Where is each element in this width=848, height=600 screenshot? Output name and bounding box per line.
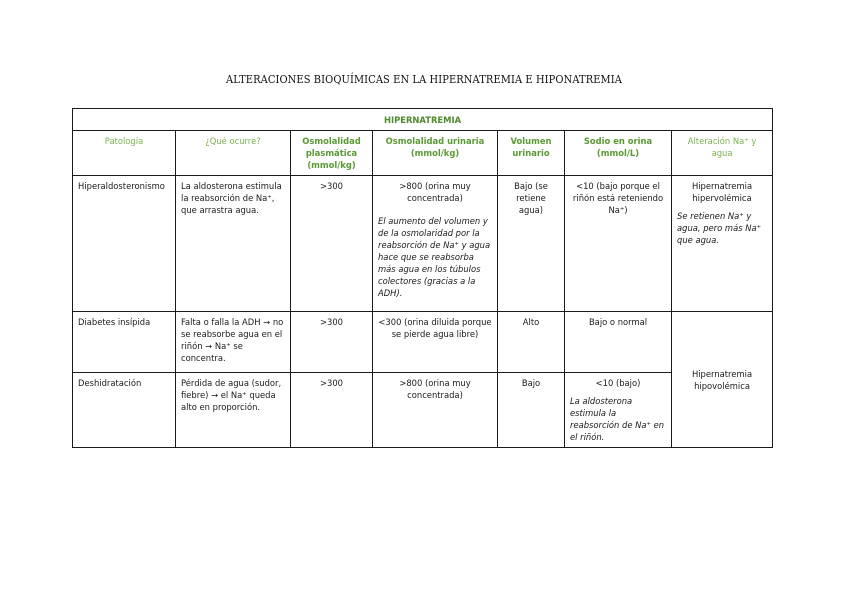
header-volumen-urinario: Volumen urinario — [498, 131, 565, 176]
document-title: ALTERACIONES BIOQUÍMICAS EN LA HIPERNATREMIA E HIPONATREMIA — [226, 72, 622, 86]
cell-osmolalidad-urinaria-note: El aumento del volumen y de la osmolaridad por la reabsorción de Na⁺ y agua hace que se reabsorba más agua en los túbulos colectores (gracias a la ADH). — [378, 216, 491, 298]
table-row — [73, 176, 773, 312]
cell-osmolalidad-plasmatica: >300 — [291, 176, 373, 312]
cell-alteracion — [672, 176, 773, 312]
cell-sodio-orina: <10 (bajo porque el riñón está reteniendo Na⁺) — [565, 176, 672, 312]
cell-osmolalidad-urinaria: <300 (orina diluida porque se pierde agua libre) — [373, 312, 498, 373]
cell-osmolalidad-plasmatica: >300 — [291, 312, 373, 373]
table-banner: HIPERNATREMIA — [73, 109, 773, 131]
header-osmolalidad-urinaria: Osmolalidad urinaria (mmol/kg) — [373, 131, 498, 176]
table-row — [73, 312, 773, 373]
header-alteracion: Alteración Na⁺ y agua — [672, 131, 773, 176]
cell-patologia: Deshidratación — [73, 373, 176, 448]
cell-alteracion-merged: Hipernatremia hipovolémica — [672, 312, 773, 448]
table-row — [73, 373, 773, 448]
header-que-ocurre: ¿Qué ocurre? — [176, 131, 291, 176]
cell-osmolalidad-urinaria: >800 (orina muy concentrada) — [373, 373, 498, 448]
cell-osmolalidad-urinaria-value: >800 (orina muy concentrada) — [399, 181, 471, 203]
cell-que-ocurre: Pérdida de agua (sudor, fiebre) → el Na⁺ queda alto en proporción. — [176, 373, 291, 448]
cell-volumen-urinario: Alto — [498, 312, 565, 373]
cell-patologia: Diabetes insípida — [73, 312, 176, 373]
cell-sodio-orina: Bajo o normal — [565, 312, 672, 373]
cell-alteracion-value: Hipernatremia hipervolémica — [691, 181, 753, 203]
hipernatremia-table — [72, 108, 773, 448]
cell-patologia: Hiperaldosteronismo — [73, 176, 176, 312]
header-patologia: Patología — [73, 131, 176, 176]
cell-alteracion-note: Se retienen Na⁺ y agua, pero más Na⁺ que agua. — [677, 211, 762, 245]
cell-osmolalidad-plasmatica: >300 — [291, 373, 373, 448]
cell-volumen-urinario: Bajo (se retiene agua) — [498, 176, 565, 312]
cell-sodio-orina-value: <10 (bajo) — [595, 378, 641, 388]
cell-volumen-urinario: Bajo — [498, 373, 565, 448]
table-banner-row — [73, 109, 773, 131]
cell-osmolalidad-urinaria — [373, 176, 498, 312]
header-sodio-orina: Sodio en orina (mmol/L) — [565, 131, 672, 176]
cell-que-ocurre: La aldosterona estimula la reabsorción de Na⁺, que arrastra agua. — [176, 176, 291, 312]
cell-que-ocurre: Falta o falla la ADH → no se reabsorbe agua en el riñón → Na⁺ se concentra. — [176, 312, 291, 373]
cell-sodio-orina — [565, 373, 672, 448]
header-osmolalidad-plasmatica: Osmolalidad plasmática (mmol/kg) — [291, 131, 373, 176]
table-header-row — [73, 131, 773, 176]
cell-sodio-orina-note: La aldosterona estimula la reabsorción de Na⁺ en el riñón. — [570, 396, 665, 442]
